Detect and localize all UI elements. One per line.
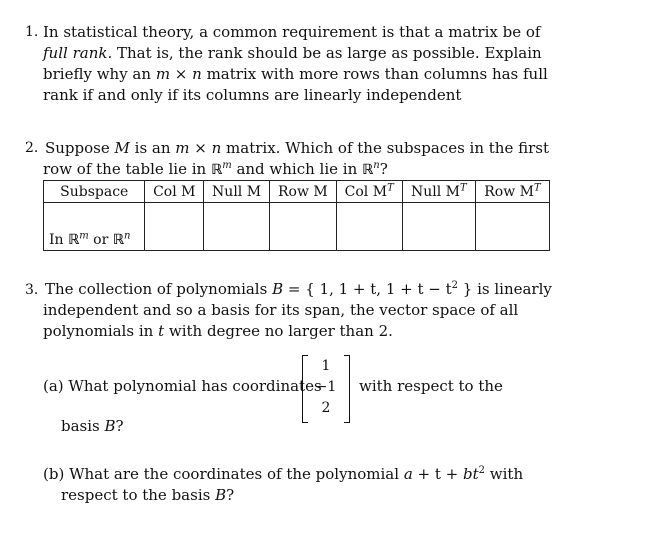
row-label: In ℝ$^m$ or ℝ$^n$ (44, 203, 145, 251)
part-b-line-2: respect to the basis B? (61, 486, 235, 504)
vector-entry-3: 2 (321, 400, 331, 416)
header-col-m: Col M (145, 181, 204, 203)
question-3-line-3: polynomials in t with degree no larger than 2. (43, 322, 393, 340)
question-2-line-1: Suppose M is an m × n matrix. Which of the subspaces in the first (45, 139, 550, 157)
header-null-m: Null M (204, 181, 270, 203)
question-1-line-4: rank if and only if its columns are linearly independent (43, 86, 462, 104)
header-row-mt: Row $M^T$ (475, 181, 549, 203)
header-row-m: Row M (270, 181, 337, 203)
question-2-number: 2. (25, 140, 39, 156)
header-subspace: Subspace (44, 181, 145, 203)
question-3-line-1: The collection of polynomials B = { 1, 1 + t, $1 + t - t^2$ } is linearly (45, 280, 552, 298)
coordinate-vector (302, 355, 350, 421)
question-2-line-2: row of the table lie in ℝ$^m$ and which lie in ℝ$^n$? (43, 160, 388, 178)
subspace-table (43, 180, 550, 251)
part-a-label: (a) What polynomial has coordinates (43, 377, 322, 395)
answer-cell-col-mt (336, 203, 402, 251)
answer-cell-null-mt (402, 203, 475, 251)
question-1-line-1: In statistical theory, a common requirement is that a matrix be of (43, 23, 541, 41)
table-answer-row (44, 203, 550, 251)
question-3-line-2: independent and so a basis for its span, the vector space of all (43, 301, 519, 319)
vector-entry-2: −1 (315, 379, 337, 395)
question-1-number: 1. (25, 24, 39, 40)
header-null-mt: Null $M^T$ (402, 181, 475, 203)
table-header-row (44, 181, 550, 203)
matrix-dims: m × n (155, 65, 202, 83)
answer-cell-row-m (270, 203, 337, 251)
header-col-mt: Col $M^T$ (336, 181, 402, 203)
part-b-line-1: (b) What are the coordinates of the polynomial $a + t + bt^2$ with (43, 465, 524, 483)
answer-cell-col-m (145, 203, 204, 251)
full-rank-term: full rank. (43, 44, 113, 62)
answer-cell-row-mt (475, 203, 549, 251)
part-a-line-2: basis B? (61, 417, 124, 435)
question-3-number: 3. (25, 282, 39, 298)
question-1-line-2: full rank. That is, the rank should be as large as possible. Explain (43, 44, 542, 62)
part-a-post: with respect to the (359, 377, 503, 395)
answer-cell-null-m (204, 203, 270, 251)
vector-entry-1: 1 (321, 358, 331, 374)
question-1-line-3: briefly why an m × n matrix with more rows than columns has full (43, 65, 548, 83)
